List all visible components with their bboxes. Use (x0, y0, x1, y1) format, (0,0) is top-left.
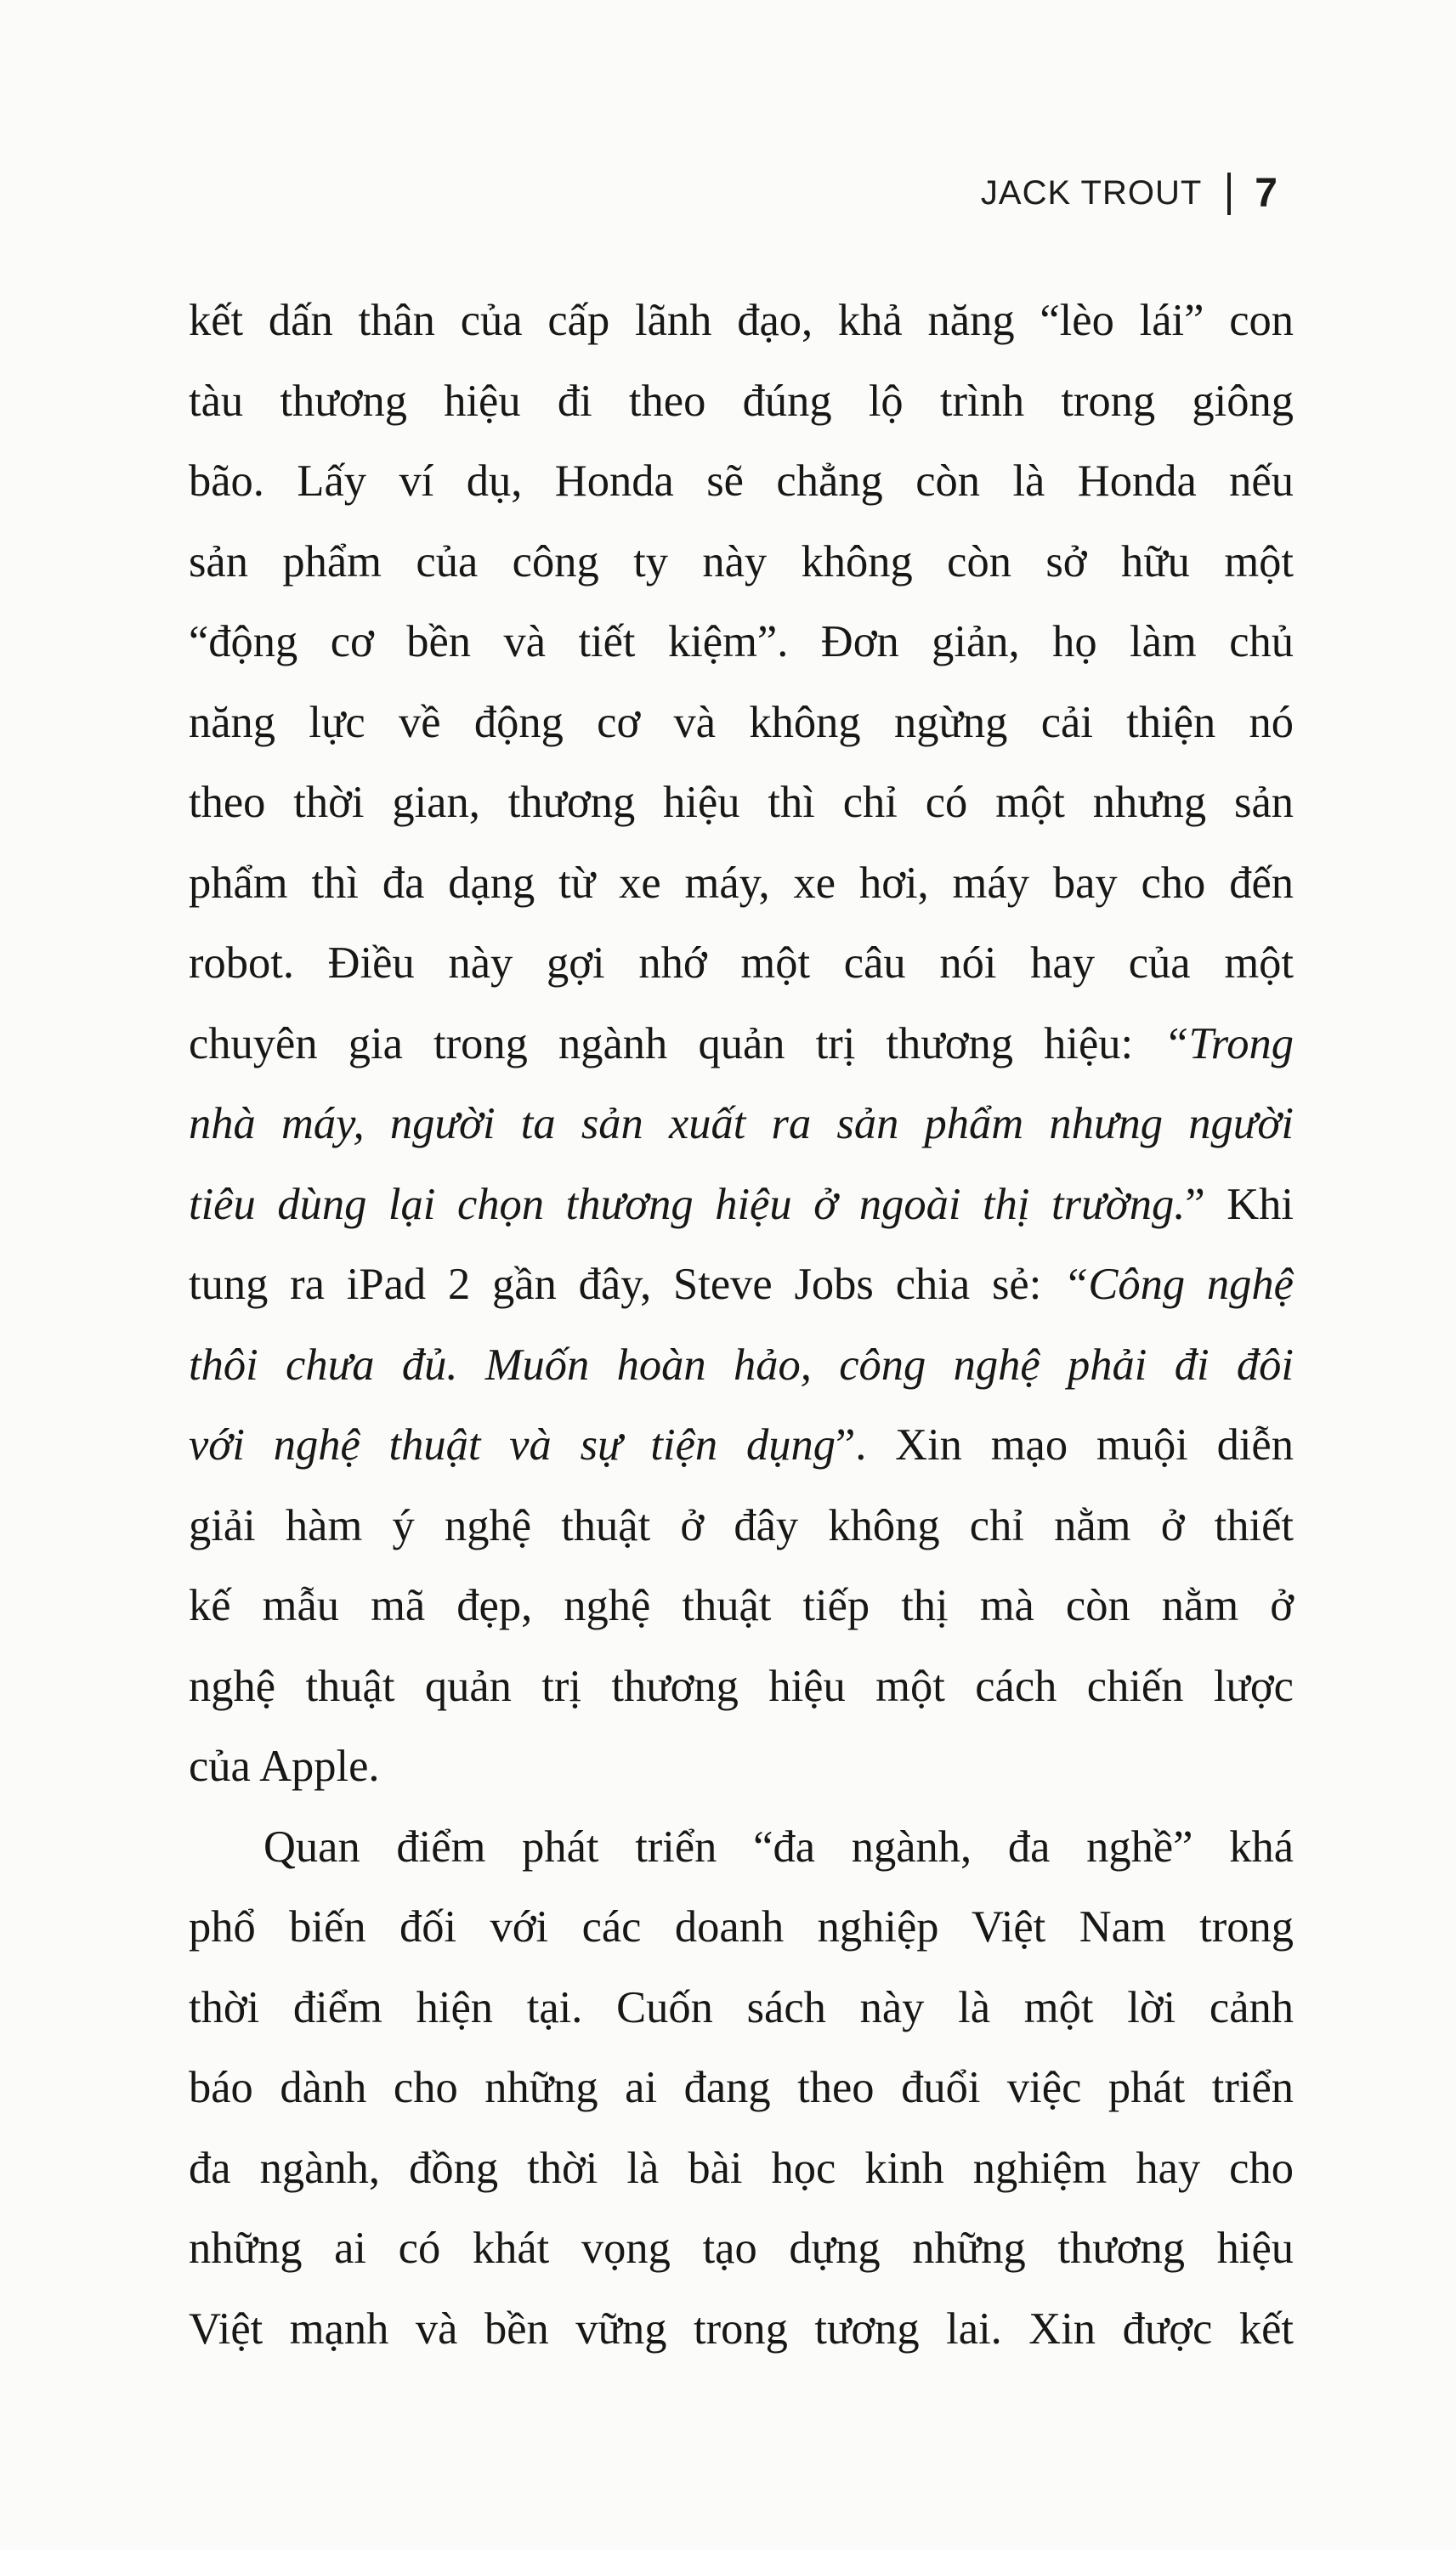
text-run: kế mẫu mã đẹp, nghệ thuật tiếp thị mà còn nằm ở (189, 1581, 1294, 1630)
text-run: theo thời gian, thương hiệu thì chỉ có một nhưng sản (189, 778, 1294, 827)
text-run: Quan điểm phát triển “đa ngành, đa nghề” khá (263, 1822, 1294, 1872)
page-number: 7 (1255, 171, 1278, 216)
italic-run: tiêu dùng lại chọn thương hiệu ở ngoài thị trường. (189, 1179, 1186, 1229)
italic-run: “Trong (1164, 1018, 1294, 1068)
text-run: những ai có khát vọng tạo dựng những thương hiệu (189, 2224, 1294, 2273)
italic-run: thôi chưa đủ. Muốn hoàn hảo, công nghệ phải đi đôi (189, 1340, 1294, 1390)
running-head-divider (1227, 173, 1231, 215)
text-run: chuyên gia trong ngành quản trị thương hiệu: (189, 1018, 1164, 1068)
text-line (189, 683, 1294, 763)
text-run: phổ biến đối với các doanh nghiệp Việt Nam trong (189, 1902, 1294, 1952)
italic-run: nhà máy, người ta sản xuất ra sản phẩm nhưng người (189, 1099, 1294, 1148)
running-head-author: JACK TROUT (980, 174, 1203, 212)
text-run: phẩm thì đa dạng từ xe máy, xe hơi, máy bay cho đến (189, 858, 1294, 908)
text-run: của Apple. (189, 1742, 380, 1791)
text-run: thời điểm hiện tại. Cuốn sách này là một lời cảnh (189, 1982, 1294, 2032)
text-line (189, 2128, 1294, 2209)
text-line (189, 2208, 1294, 2289)
text-line (189, 2289, 1294, 2370)
paragraph (189, 280, 1294, 1807)
text-run: Việt mạnh và bền vững trong tương lai. Xin được kết (189, 2304, 1294, 2354)
text-line (189, 522, 1294, 603)
text-line (189, 1486, 1294, 1567)
text-line (189, 1164, 1294, 1245)
running-head (981, 170, 1278, 217)
text-run: “động cơ bền và tiết kiệm”. Đơn giản, họ làm chủ (189, 617, 1294, 666)
text-run: bão. Lấy ví dụ, Honda sẽ chẳng còn là Honda nếu (189, 456, 1294, 506)
text-line (189, 1325, 1294, 1406)
text-line (189, 1244, 1294, 1325)
text-run: tàu thương hiệu đi theo đúng lộ trình trong giông (189, 376, 1294, 426)
text-line (189, 2048, 1294, 2128)
text-run: đa ngành, đồng thời là bài học kinh nghiệm hay cho (189, 2143, 1294, 2193)
body-text (189, 280, 1294, 2369)
text-line (189, 762, 1294, 843)
text-line (189, 441, 1294, 522)
text-line (189, 1566, 1294, 1646)
text-run: năng lực về động cơ và không ngừng cải thiện nó (189, 697, 1294, 747)
text-run: ” Khi (1185, 1179, 1294, 1229)
text-line (189, 361, 1294, 442)
text-line (189, 1887, 1294, 1968)
text-line (189, 1646, 1294, 1727)
text-line (189, 1084, 1294, 1164)
text-line (189, 843, 1294, 924)
text-run: báo dành cho những ai đang theo đuổi việc phát triển (189, 2063, 1294, 2112)
text-line (189, 1004, 1294, 1085)
text-run: robot. Điều này gợi nhớ một câu nói hay của một (189, 938, 1294, 988)
italic-run: “Công nghệ (1063, 1260, 1294, 1309)
text-line (189, 923, 1294, 1004)
text-run: tung ra iPad 2 gần đây, Steve Jobs chia sẻ: (189, 1260, 1064, 1309)
text-run: nghệ thuật quản trị thương hiệu một cách chiến lược (189, 1661, 1294, 1711)
text-line (189, 602, 1294, 683)
text-line (189, 280, 1294, 361)
text-run: giải hàm ý nghệ thuật ở đây không chỉ nằm ở thiết (189, 1500, 1294, 1550)
text-line (189, 1726, 1294, 1807)
paragraph (189, 1807, 1294, 2370)
text-line (189, 1968, 1294, 2048)
text-run: sản phẩm của công ty này không còn sở hữu một (189, 536, 1294, 586)
italic-run: với nghệ thuật và sự tiện dụng (189, 1420, 836, 1470)
text-line (189, 1807, 1294, 1888)
text-line (189, 1405, 1294, 1486)
text-run: kết dấn thân của cấp lãnh đạo, khả năng “lèo lái” con (189, 296, 1294, 345)
text-run: ”. Xin mạo muội diễn (835, 1420, 1294, 1470)
